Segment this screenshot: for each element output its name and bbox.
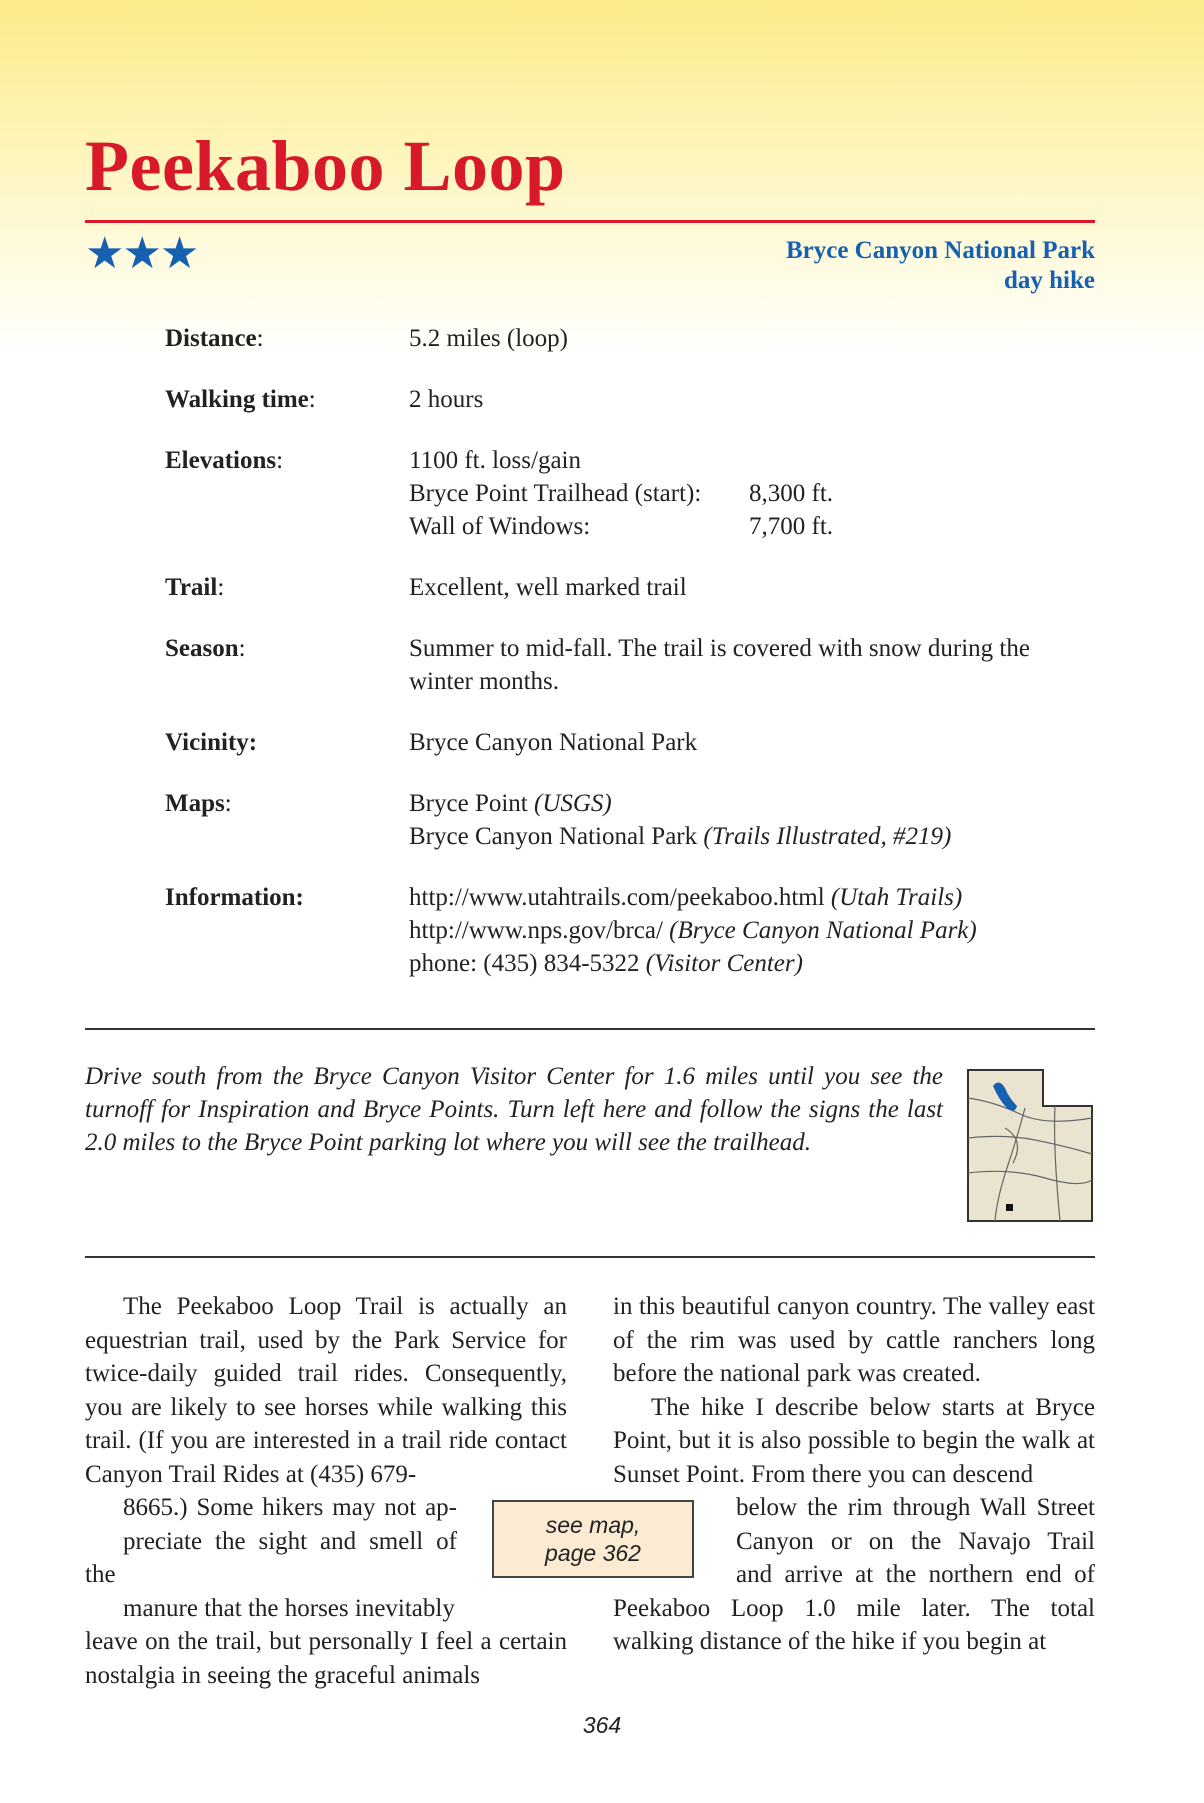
col1-paragraph-1: The Peekaboo Loop Trail is actually an equestrian trail, used by the Park Service for twice-daily guided trail rides. Consequently, you are likely to see horses while walking this trail. (If you are interested in a trail ride contact Canyon Trail Rides at (435) 679- 8665.) Some hikers may not ap- preciate the sight and smell of the manure that the horses inevitably leave on the trail, but personally I feel a certain nostalgia in seeing the graceful animals	[85, 1293, 567, 1689]
walking-time-label: Walking time:	[165, 386, 316, 413]
elevations-row	[165, 444, 1095, 543]
park-name: Bryce Canyon National Park	[785, 237, 1095, 264]
trail-value: Excellent, well marked trail	[409, 574, 687, 601]
elevation-start-label: Bryce Point Trailhead (start):	[409, 480, 702, 507]
callout-line-1: see map,	[545, 1512, 641, 1538]
information-label: Information:	[165, 884, 304, 911]
walking-time-row	[165, 383, 1095, 416]
trail-label: Trail:	[165, 574, 225, 601]
distance-label: Distance:	[165, 325, 264, 352]
title-rule	[85, 220, 1095, 223]
section-divider-bottom	[85, 1256, 1095, 1258]
page-number: 364	[582, 1712, 622, 1738]
season-value: Summer to mid-fall. The trail is covered with snow during the winter months.	[409, 635, 1030, 695]
map-1: Bryce Point (USGS)	[409, 790, 612, 817]
maps-row	[165, 787, 1095, 853]
elevation-end-line	[409, 510, 1095, 543]
maps-value	[409, 787, 1095, 853]
information-row	[165, 881, 1095, 980]
elevation-end-value: 7,700 ft.	[749, 513, 834, 540]
information-value	[409, 881, 1095, 980]
star-rating: ★★★	[85, 229, 198, 278]
page-title: Peekaboo Loop	[85, 126, 566, 206]
elevation-change: 1100 ft. loss/gain	[409, 447, 581, 474]
distance-value: 5.2 miles (loop)	[409, 325, 569, 352]
elevation-end-label: Wall of Windows:	[409, 513, 591, 540]
vicinity-row	[165, 726, 1095, 759]
elevations-value	[409, 444, 1095, 543]
walking-time-value: 2 hours	[409, 386, 484, 413]
callout-line-2: page 362	[545, 1540, 641, 1566]
trail-row	[165, 571, 1095, 604]
hike-type: day hike	[1003, 267, 1095, 294]
body-column-2	[613, 1290, 1095, 1659]
info-phone: phone: (435) 834-5322 (Visitor Center)	[409, 950, 803, 977]
vicinity-label: Vicinity:	[165, 729, 258, 756]
driving-directions: Drive south from the Bryce Canyon Visitor Center for 1.6 miles until you see the turnoff for Inspiration and Bryce Points. Turn left here and follow the signs the last 2.0 miles to the Bryce Point parking lot where you will see the trailhead.	[85, 1063, 943, 1156]
maps-label: Maps:	[165, 790, 232, 817]
elevation-start-line	[409, 477, 1095, 510]
elevation-start-value: 8,300 ft.	[749, 480, 834, 507]
map-2-source: (Trails Illustrated, #219)	[703, 823, 952, 850]
season-label: Season:	[165, 635, 246, 662]
utah-locator-map	[965, 1068, 1095, 1224]
map-1-source: (USGS)	[534, 790, 612, 817]
park-heading	[786, 236, 1095, 296]
col2-paragraph-2: The hike I describe below starts at Bryce Point, but it is also possible to begin the walk at Sunset Point. From there you can descend below the rim through Wall Street Canyon or on the Navajo Trail and arrive at the northern end of Peekaboo Loop 1.0 mile later. The total walking distance of the hike if you begin at	[613, 1393, 1095, 1655]
elevations-label: Elevations:	[165, 447, 284, 474]
col2-paragraph-1: in this beautiful canyon country. The valley east of the rim was used by cattle ranchers long before the national park was created.	[613, 1293, 1095, 1387]
vicinity-value: Bryce Canyon National Park	[409, 729, 698, 756]
info-link-1[interactable]: http://www.utahtrails.com/peekaboo.html (Utah Trails)	[409, 884, 963, 911]
info-link-2[interactable]: http://www.nps.gov/brca/ (Bryce Canyon National Park)	[409, 917, 977, 944]
distance-row	[165, 322, 1095, 355]
trail-info	[165, 322, 1095, 1008]
map-2: Bryce Canyon National Park (Trails Illustrated, #219)	[409, 823, 952, 850]
body-column-1	[85, 1290, 567, 1692]
season-row	[165, 632, 1095, 698]
section-divider-top	[85, 1028, 1095, 1030]
